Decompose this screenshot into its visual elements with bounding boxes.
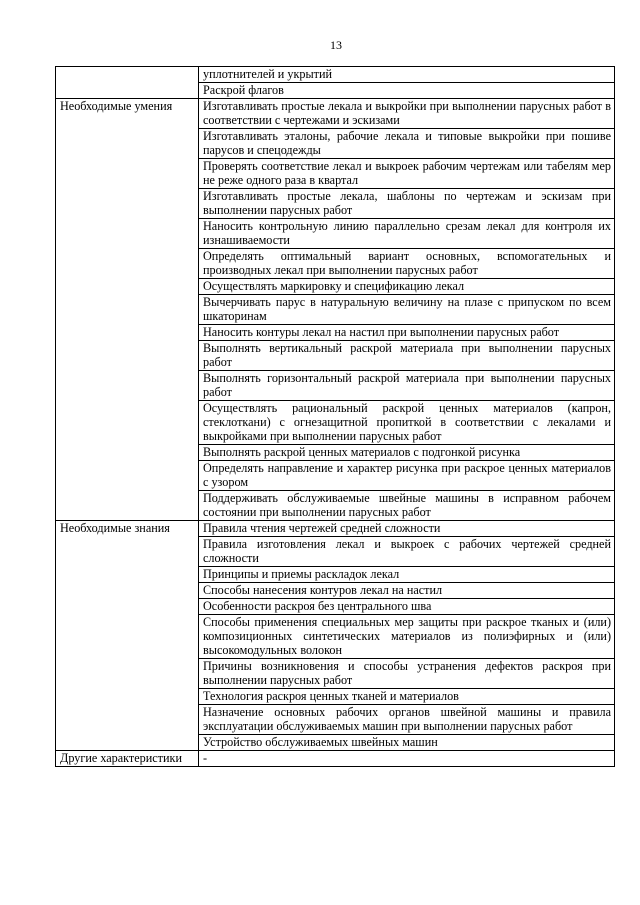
requirement-item: Назначение основных рабочих органов швейной машины и правила эксплуатации обслуживаемых машин при выполнении парусных работ: [199, 705, 615, 735]
row-label: Другие характеристики: [56, 751, 199, 767]
row-label: [56, 67, 199, 99]
requirement-item: Осуществлять рациональный раскрой ценных материалов (капрон, стеклоткани) с огнезащитной пропиткой в соответствии с лекалами и выкройками при выполнении парусных работ: [199, 401, 615, 445]
requirement-item: Устройство обслуживаемых швейных машин: [199, 735, 615, 751]
requirement-item: Особенности раскроя без центрального шва: [199, 599, 615, 615]
row-label: Необходимые знания: [56, 521, 199, 751]
requirement-item: Изготавливать простые лекала и выкройки при выполнении парусных работ в соответствии с чертежами и эскизами: [199, 99, 615, 129]
requirement-item: Проверять соответствие лекал и выкроек рабочим чертежам или табелям мер не реже одного раза в квартал: [199, 159, 615, 189]
requirement-item: Выполнять горизонтальный раскрой материала при выполнении парусных работ: [199, 371, 615, 401]
requirement-item: уплотнителей и укрытий: [199, 67, 615, 83]
requirement-item: Принципы и приемы раскладок лекал: [199, 567, 615, 583]
requirements-table: [55, 66, 615, 767]
requirement-item: Выполнять раскрой ценных материалов с подгонкой рисунка: [199, 445, 615, 461]
requirement-item: Изготавливать простые лекала, шаблоны по чертежам и эскизам при выполнении парусных работ: [199, 189, 615, 219]
table-row: [56, 99, 615, 129]
requirement-item: Наносить контуры лекал на настил при выполнении парусных работ: [199, 325, 615, 341]
table-row: [56, 67, 615, 83]
row-label: Необходимые умения: [56, 99, 199, 521]
requirement-item: -: [199, 751, 615, 767]
requirement-item: Способы нанесения контуров лекал на настил: [199, 583, 615, 599]
table-row: [56, 521, 615, 537]
requirement-item: Изготавливать эталоны, рабочие лекала и типовые выкройки при пошиве парусов и спецодежды: [199, 129, 615, 159]
requirements-table-body: [56, 67, 615, 767]
requirement-item: Правила изготовления лекал и выкроек с рабочих чертежей средней сложности: [199, 537, 615, 567]
table-row: [56, 751, 615, 767]
requirement-item: Определять направление и характер рисунка при раскрое ценных материалов с узором: [199, 461, 615, 491]
requirement-item: Поддерживать обслуживаемые швейные машины в исправном рабочем состоянии при выполнении парусных работ: [199, 491, 615, 521]
requirement-item: Правила чтения чертежей средней сложности: [199, 521, 615, 537]
requirement-item: Способы применения специальных мер защиты при раскрое тканых и (или) композиционных синтетических материалов из полиэфирных и (или) высокомодульных волокон: [199, 615, 615, 659]
requirement-item: Причины возникновения и способы устранения дефектов раскроя при выполнении парусных работ: [199, 659, 615, 689]
requirement-item: Раскрой флагов: [199, 83, 615, 99]
requirement-item: Определять оптимальный вариант основных, вспомогательных и производных лекал при выполнении парусных работ: [199, 249, 615, 279]
requirement-item: Технология раскроя ценных тканей и материалов: [199, 689, 615, 705]
requirement-item: Вычерчивать парус в натуральную величину на плазе с припуском по всем шкаторинам: [199, 295, 615, 325]
requirement-item: Осуществлять маркировку и спецификацию лекал: [199, 279, 615, 295]
page-number: 13: [330, 38, 342, 52]
requirement-item: Выполнять вертикальный раскрой материала при выполнении парусных работ: [199, 341, 615, 371]
requirement-item: Наносить контрольную линию параллельно срезам лекал для контроля их изнашиваемости: [199, 219, 615, 249]
